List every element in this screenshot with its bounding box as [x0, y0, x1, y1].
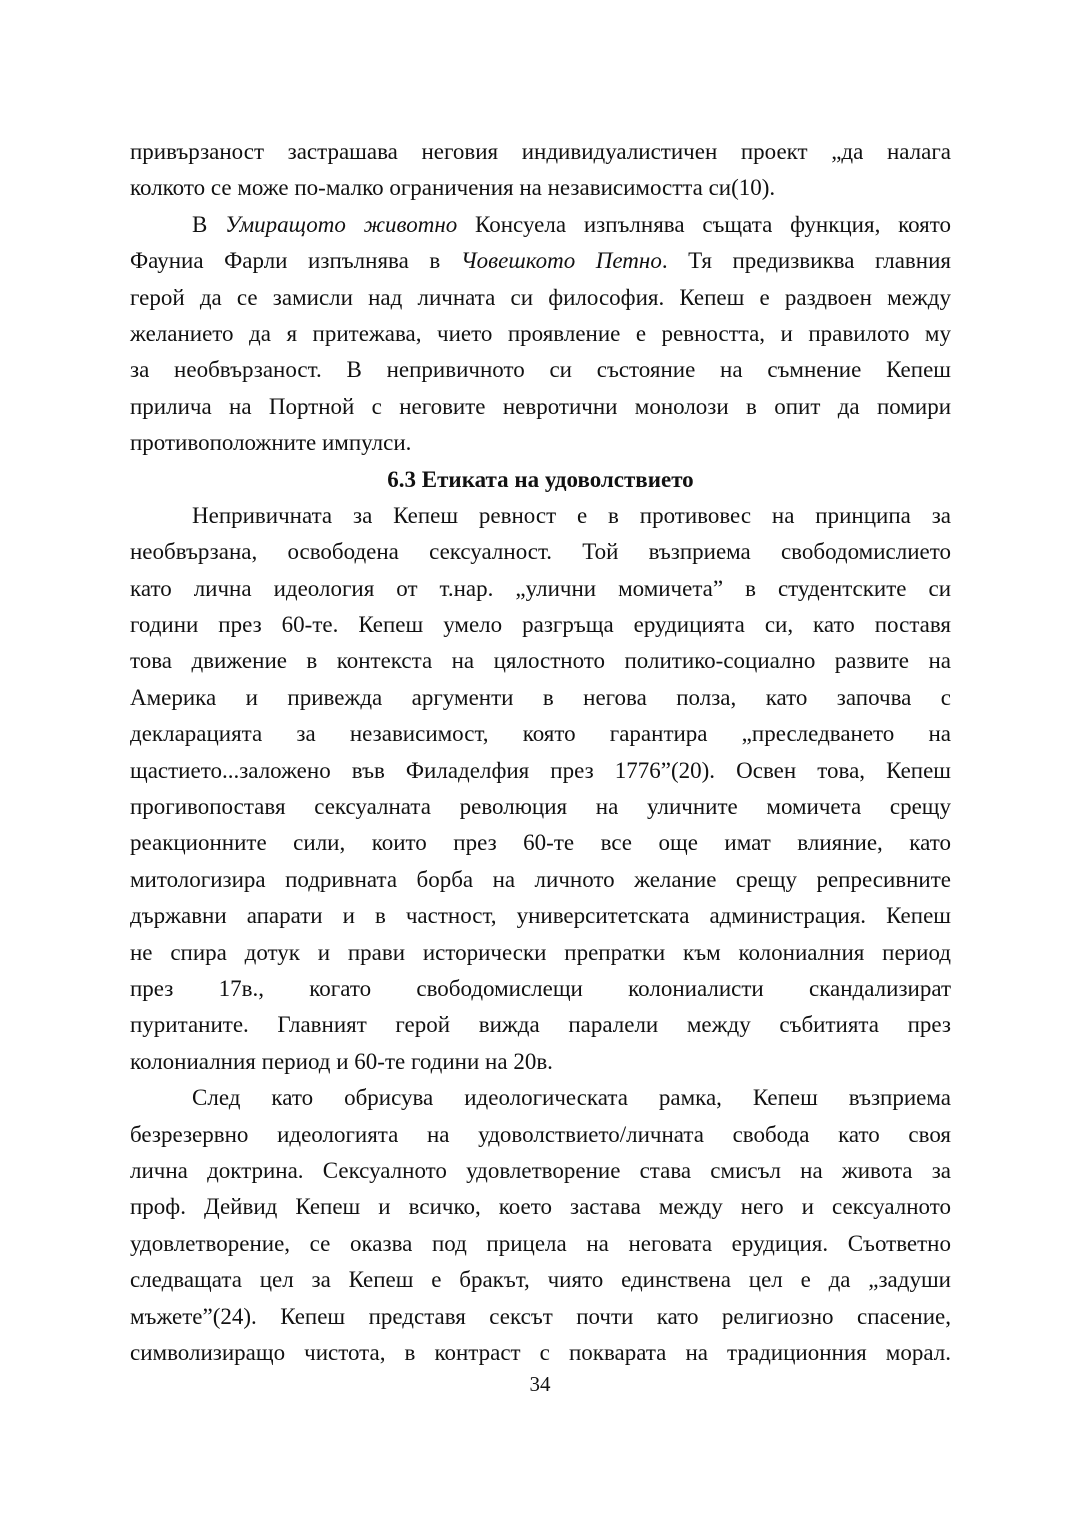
- text-line: удовлетворение, се оказва под прицела на неговата ерудиция. Съответно: [130, 1230, 951, 1256]
- book-title: Умиращото животно: [225, 211, 458, 237]
- body-text: [130, 134, 951, 1371]
- text-line: прогивопоставя сексуалната революция на уличните момичета срещу: [130, 794, 951, 820]
- text-line: символизиращо чистота, в контраст с покварата на традиционния морал.: [130, 1339, 951, 1365]
- text-segment: Консуела изпълнява същата функция, която: [457, 211, 951, 237]
- page-number: 34: [529, 1372, 551, 1396]
- text-line: години през 60-те. Кепеш умело разгръща ерудицията си, като поставя: [130, 612, 951, 638]
- text-line: щастието...заложено във Филаделфия през 1776”(20). Освен това, Кепеш: [130, 757, 951, 783]
- text-line: за необвързаност. В непривичното си състояние на съмнение Кепеш: [130, 357, 951, 383]
- text-line: [130, 207, 951, 243]
- text-line: [130, 243, 951, 279]
- text-line: Непривичната за Кепеш ревност е в противовес на принципа за: [192, 502, 951, 528]
- text-line: привързаност застрашава неговия индивидуалистичен проект „да налага: [130, 139, 951, 164]
- text-line: не спира дотук и прави исторически препратки към колониалния период: [130, 939, 951, 965]
- text-line: безрезервно идеологията на удоволствието/личната свобода като своя: [130, 1121, 951, 1147]
- text-line: колкото се може по-малко ограничения на независимостта си(10).: [130, 175, 776, 201]
- text-line: като лична идеология от т.нар. „улични момичета” в студентските си: [130, 575, 951, 601]
- text-line: желанието да я притежава, чието проявление е ревността, и правилото му: [130, 320, 951, 346]
- text-line: Америка и привежда аргументи в негова полза, като започва с: [130, 684, 951, 710]
- text-segment: . Тя предизвиква главния: [661, 248, 951, 274]
- text-line: това движение в контекста на цялостното политико-социално развите на: [130, 648, 951, 674]
- text-line: необвързана, освободена сексуалност. Той възприема свободомислието: [130, 539, 951, 565]
- text-line: реакционните сили, които през 60-те все още имат влияние, като: [130, 830, 951, 856]
- text-line: мъжете”(24). Кепеш представя сексът почти като религиозно спасение,: [130, 1303, 951, 1329]
- book-title: Човешкото Петно: [460, 248, 662, 274]
- text-line: След като обрисува идеологическата рамка, Кепеш възприема: [192, 1085, 951, 1111]
- text-segment: Фауниа Фарли изпълнява в: [130, 248, 461, 274]
- section-heading: 6.3 Етиката на удоволствието: [387, 466, 694, 492]
- text-line: колониалния период и 60-те години на 20в.: [130, 1048, 553, 1074]
- text-line: държавни апарати и в частност, университетската администрация. Кепеш: [130, 903, 951, 929]
- text-segment: В: [192, 211, 226, 237]
- text-line: противоположните импулси.: [130, 430, 412, 456]
- text-line: проф. Дейвид Кепеш и всичко, което застава между него и сексуалното: [130, 1194, 951, 1220]
- text-line: прилича на Портной с неговите невротични монолози в опит да помири: [130, 393, 951, 419]
- text-line: герой да се замисли над личната си философия. Кепеш е раздвоен между: [130, 284, 951, 310]
- text-line: пуританите. Главният герой вижда паралели между събитията през: [130, 1012, 951, 1038]
- text-line: лична доктрина. Сексуалното удовлетворение става смисъл на живота за: [130, 1157, 951, 1183]
- text-line: през 17в., когато свободомислещи колониалисти скандализират: [130, 975, 951, 1001]
- text-line: следващата цел за Кепеш е бракът, чиято единствена цел е да „задуши: [130, 1267, 951, 1293]
- text-line: декларацията за независимост, която гарантира „преследването на: [130, 721, 951, 747]
- text-line: митологизира подривната борба на личното желание срещу репресивните: [130, 866, 951, 892]
